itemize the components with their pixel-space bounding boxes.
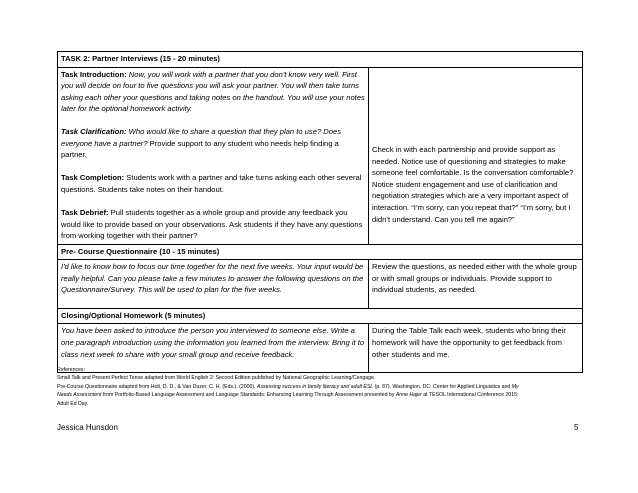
references xyxy=(57,366,592,408)
lesson-plan-table xyxy=(57,51,583,373)
task2-header: TASK 2: Partner Interviews (15 - 20 minutes) xyxy=(58,52,583,68)
task2-teacher-note: Check in with each partnership and provide support as needed. Notice use of questioning and strategies to make someone feel comfortable. Is the conversation comfortable? Notice student engagement and use of clarification and negotiation strategies which are a very important aspect of interaction. “I’m sorry, can you repeat that?” “I’m sorry, but I didn’t understand. Can you tell me again?” xyxy=(369,67,583,244)
debrief-label: Task Debrief: xyxy=(61,208,109,218)
footer-author: Jessica Hunsdon xyxy=(57,423,118,432)
reference-line-3: Needs Assessment from Portfolio-Based Language Assessment and Language Standards: Enhancing Learning Through Assessment presented by Anne Hajer at TESOL International Conference 2015: xyxy=(57,392,519,399)
reference-line-4: Adult Ed Day. xyxy=(57,400,89,407)
debrief-text: Pull students together as a whole group and provide any feedback you would like to provide based on your observations. Ask students if they have any questions from working together with their partner? xyxy=(61,208,363,241)
clarification-label: Task Clarification: xyxy=(61,127,127,137)
footer-page-number: 5 xyxy=(574,423,579,432)
reference-line-2: Pre-Course Questionnaire adapted from Holt, D. D., & Van Duzer, C. H. (Eds.). (2000). Assessing success in family literacy and adult ESL (p. 87). Washington, DC: Center for Applied Linguistics and My xyxy=(57,383,519,390)
closing-teacher-note: During the Table Talk each week, students who bring their homework will have the opportunity to get feedback from other students and me. xyxy=(369,324,583,373)
pre-course-text: I'd like to know how to focus our time together for the next five weeks. Your input would be really helpful. Can you please take a few minutes to answer the following questions on the Questionnaire/Survey. This will be used to plan for the five weeks. xyxy=(58,260,369,309)
closing-text: You have been asked to introduce the person you interviewed to someone else. Write a one paragraph introduction using the information you learned from the interview. Bring it to class next week to share with your small group and receive feedback. xyxy=(58,324,369,373)
references-heading: References: xyxy=(57,367,85,373)
completion-text: Students work with a partner and take turns asking each other several questions. Students take notes on their handout. xyxy=(61,173,362,195)
reference-line-1: Small Talk and Present Perfect Tense adapted from World English 2: Second Edition published by National Geographic Learning/Cengage. xyxy=(57,375,376,382)
intro-label: Task Introduction: xyxy=(61,69,127,79)
task2-header-row xyxy=(58,52,583,68)
task-introduction xyxy=(61,69,365,115)
intro-text: Now, you will work with a partner that you don't know very well. First you will decide on four to five questions you will ask your partner. You will then take turns asking each other your questions and taking notes on the handout. You will use your notes later for the optional homework activity. xyxy=(61,69,365,114)
pre-course-content-row xyxy=(58,260,583,309)
task-completion xyxy=(61,172,365,195)
pre-course-header: Pre- Course Questionnaire (10 - 15 minutes) xyxy=(58,244,583,260)
task-clarification xyxy=(61,126,365,161)
clarification-text: Provide support to any student who needs help finding a partner. xyxy=(61,138,339,160)
closing-header-row xyxy=(58,308,583,324)
pre-course-header-row xyxy=(58,244,583,260)
task2-student-cell xyxy=(58,67,369,244)
pre-course-teacher-note: Review the questions, as needed either with the whole group or with small groups or individuals. Provide support to individual students, as needed. xyxy=(369,260,583,309)
task-debrief xyxy=(61,207,365,242)
completion-label: Task Completion: xyxy=(61,173,125,183)
task2-content-row xyxy=(58,67,583,244)
closing-header: Closing/Optional Homework (5 minutes) xyxy=(58,308,583,324)
clarification-italic: Who would like to share a question that they plan to use? Does everyone have a partner? xyxy=(61,127,342,148)
